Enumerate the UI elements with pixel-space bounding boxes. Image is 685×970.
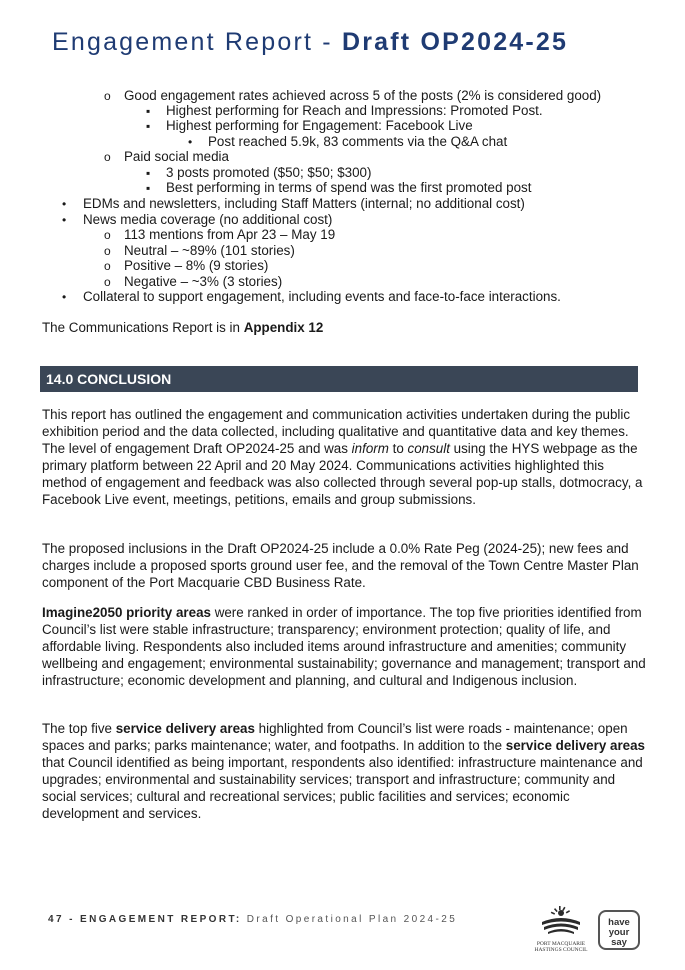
list-item: Positive – 8% (9 stories) <box>124 258 269 273</box>
list-marker: ▪ <box>146 166 151 180</box>
list-marker: ▪ <box>146 181 151 195</box>
page-title: Engagement Report - Draft OP2024-25 <box>52 28 569 56</box>
hys-line-1: have <box>608 917 630 928</box>
list-item: News media coverage (no additional cost) <box>83 212 333 227</box>
have-your-say-logo <box>598 910 640 950</box>
list-marker: • <box>188 135 193 149</box>
council-logo-icon <box>530 906 592 936</box>
conclusion-paragraph-2: The proposed inclusions in the Draft OP2024-25 include a 0.0% Rate Peg (2024-25); new fees and charges include a proposed sports ground user fee, and the removal of the Town Centre Master Plan component of the Port Macquarie CBD Business Rate. <box>42 541 639 591</box>
list-item: 3 posts promoted ($50; $50; $300) <box>166 165 372 180</box>
conclusion-paragraph-1: This report has outlined the engagement and communication activities undertaken during the public exhibition period and the data collected, including qualitative and quantitative data and key themes. The level of engagement Draft OP2024-25 and was inform to consult using the HYS webpage as the primary platform between 22 April and 20 May 2024. Communications activities highlighted this method of engagement and feedback was also collected through several pop-up stalls, dotmocracy, a Facebook Live event, meetings, petitions, emails and group submissions. <box>42 407 643 508</box>
section-heading: 14.0 CONCLUSION <box>40 366 638 392</box>
list-item: Post reached 5.9k, 83 comments via the Q&A chat <box>208 134 508 149</box>
list-item: Negative – ~3% (3 stories) <box>124 274 283 289</box>
list-marker: o <box>104 228 111 242</box>
list-marker: o <box>104 275 111 289</box>
list-item: Good engagement rates achieved across 5 of the posts (2% is considered good) <box>124 88 602 103</box>
list-item: Highest performing for Engagement: Facebook Live <box>166 118 473 133</box>
list-marker: • <box>62 290 67 304</box>
list-marker: ▪ <box>146 119 151 133</box>
list-marker: • <box>62 197 67 211</box>
page-footer: 47 - ENGAGEMENT REPORT: Draft Operational Plan 2024-25 <box>48 914 458 925</box>
council-name-line-1: PORT MACQUARIE <box>536 941 586 947</box>
list-item: 113 mentions from Apr 23 – May 19 <box>124 227 336 242</box>
list-marker: ▪ <box>146 104 151 118</box>
list-item: EDMs and newsletters, including Staff Matters (internal; no additional cost) <box>83 196 525 211</box>
list-marker: o <box>104 259 111 273</box>
list-marker: • <box>62 213 67 227</box>
conclusion-paragraph-3: Imagine2050 priority areas were ranked in order of importance. The top five priorities identified from Council’s list were stable infrastructure; transparency; environment protection; quality of life, and affordable living. Respondents also included items around infrastructure and amenities; community wellbeing and engagement; environmental sustainability; governance and management; transport and infrastructure; economic development and planning, and cultural and Indigenous inclusion. <box>42 605 646 689</box>
council-logo <box>530 906 592 953</box>
council-name-line-2: HASTINGS COUNCIL <box>534 947 588 953</box>
hys-line-2: your say <box>608 927 630 948</box>
list-item: Highest performing for Reach and Impressions: Promoted Post. <box>166 103 543 118</box>
list-item: Collateral to support engagement, including events and face-to-face interactions. <box>83 289 561 304</box>
list-item: Neutral – ~89% (101 stories) <box>124 243 295 258</box>
conclusion-paragraph-4: The top five service delivery areas highlighted from Council’s list were roads - maintenance; open spaces and parks; parks maintenance; water, and footpaths. In addition to the service delivery areas that Council identified as being important, respondents also identified: infrastructure maintenance and upgrades; environmental and sustainability services; transport and infrastructure; community and social services; cultural and recreational services; public facilities and services; economic development and services. <box>42 721 645 822</box>
list-item: Best performing in terms of spend was the first promoted post <box>166 180 532 195</box>
list-marker: o <box>104 150 111 164</box>
list-marker: o <box>104 89 111 103</box>
list-item: Paid social media <box>124 149 229 164</box>
appendix-reference: The Communications Report is in Appendix 12 <box>42 320 324 335</box>
list-marker: o <box>104 244 111 258</box>
